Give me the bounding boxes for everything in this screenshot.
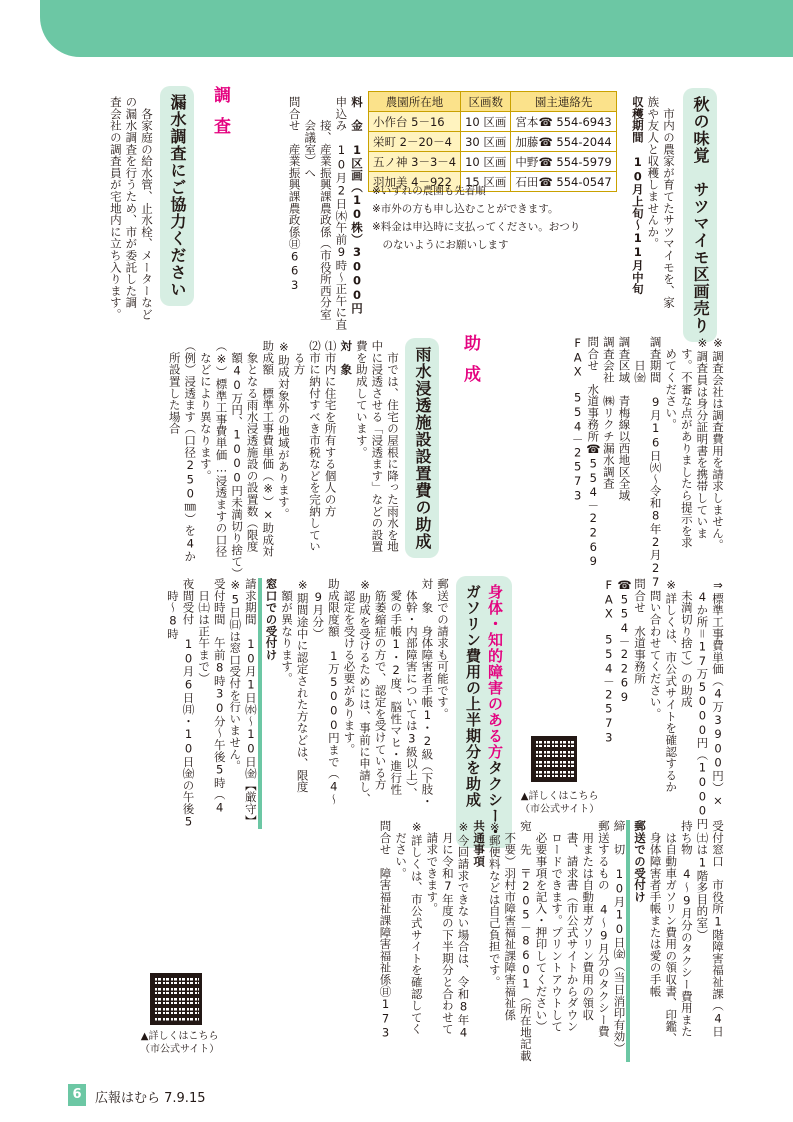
subsidy-tel: ☎554－2269 bbox=[617, 578, 632, 705]
subsidy-example-continued bbox=[597, 578, 725, 830]
taxi-common: 請求できます。 bbox=[425, 820, 440, 915]
sweet-potato-notes bbox=[372, 182, 580, 254]
taxi-title-line: ガソリン費用の上半期分を助成 bbox=[464, 584, 482, 808]
note-line: ※料金は申込時に支払ってください。おつり bbox=[372, 221, 581, 233]
survey-title: 漏水調査にご協力ください bbox=[160, 86, 194, 306]
table-row bbox=[369, 132, 617, 152]
contact-line: 問合せ 産業振興課農政係㊐663 bbox=[287, 96, 302, 293]
survey-note: す。不審な点がありましたら提示を求 bbox=[679, 336, 694, 549]
survey-contact: 問合せ 水道事務所☎554－2269 bbox=[586, 336, 601, 569]
taxi-common-label: 共通事項 bbox=[472, 820, 487, 868]
taxi-limit: 助成限度額 1万5000円まで（4～ bbox=[326, 578, 341, 806]
subsidy-detail: 問い合わせてください。 bbox=[648, 578, 663, 720]
taxi-title bbox=[456, 576, 512, 848]
survey-fax: FAX 554－2573 bbox=[570, 336, 585, 503]
taxi-items: 身体障害者手帳または愛の手帳 bbox=[648, 820, 663, 997]
taxi-line: 郵送での請求も可能です。 bbox=[436, 578, 450, 720]
sweet-potato-intro-line: 市内の農家が育てたサツマイモを、家 bbox=[662, 96, 676, 309]
subsidy-body bbox=[88, 340, 400, 579]
survey-body-line: の漏水調査を行うため、市が委託した調 bbox=[124, 96, 139, 309]
qr-code-icon[interactable] bbox=[150, 973, 202, 1025]
survey-note: ※調査員は身分証明書を携帯していま bbox=[695, 336, 710, 540]
subsidy-amount-line: 象となる雨水浸透施設の設置数（限度 bbox=[245, 340, 260, 553]
subsidy-example: （例）浸透ます（口径250㎜）を4か bbox=[183, 340, 198, 563]
table-cell: 五ノ神 3－3－4 bbox=[369, 152, 461, 172]
taxi-counter: 受付窓口 市役所1階障害福祉課（4日 bbox=[711, 820, 725, 1038]
taxi-contact: 問合せ 障害福祉課障害福祉係㊐173 bbox=[378, 820, 393, 1040]
subsidy-body-line: 市では、住宅の屋根に降った雨水を地 bbox=[386, 340, 400, 553]
sweet-potato-title: 秋の味覚 サツマイモ区画売り bbox=[683, 88, 717, 342]
taxi-target: 愛の手帳1・2度、脳性マヒ・進行性 bbox=[389, 578, 404, 796]
window-label: 窓口での受付け bbox=[258, 578, 279, 829]
qr-caption-line: （市公式サイト） bbox=[140, 1044, 220, 1055]
table-cell: 宮本☎ 554-6943 bbox=[511, 112, 616, 132]
taxi-common: 月に令和7年度の下半期分と合わせて bbox=[440, 820, 455, 1035]
taxi-mail: ロードできます。プリントアウトして bbox=[550, 820, 565, 1033]
sweet-potato-intro-line: 族や友人と収穫しませんか。 bbox=[646, 96, 661, 250]
taxi-night: 夜間受付 10月6日㈪・10日㈮の午後5 bbox=[181, 578, 196, 829]
subsidy-contact: 問合せ 水道事務所 bbox=[633, 578, 648, 685]
qr-code-icon[interactable] bbox=[531, 736, 577, 782]
subsidy-example: ⇒標準工事費単価（4万3900円）× bbox=[711, 578, 725, 808]
section-label-survey: 調査 bbox=[210, 86, 230, 148]
survey-body-line: 各家庭の給水管、止水栓、メーターなど bbox=[140, 96, 154, 321]
harvest-period: 収穫期間 10月上旬～11月中旬 bbox=[630, 96, 645, 295]
taxi-target: 対 象 身体障害者手帳1・2級（下肢・ bbox=[420, 578, 435, 808]
taxi-target-note: 認定を受ける必要があります。 bbox=[342, 578, 357, 755]
table-header: 区画数 bbox=[461, 92, 511, 112]
taxi-mail: 書、請求書（市公式サイトからダウン bbox=[565, 820, 580, 1033]
subsidy-body-line: 中に浸透させる「浸透ます」などの設置 bbox=[370, 340, 385, 553]
table-row bbox=[369, 152, 617, 172]
taxi-address: 不要）羽村市障害福祉課障害福祉係 bbox=[503, 820, 518, 1021]
taxi-mail: 必要事項を記入・押印してください） bbox=[534, 820, 549, 1033]
taxi-postage: ※郵便料などは自己負担です。 bbox=[487, 820, 502, 988]
subsidy-example: 所設置した場合 bbox=[167, 340, 182, 435]
taxi-target: 筋萎縮症の方で、認定を受けている方 bbox=[373, 578, 388, 791]
taxi-common: ※今回請求できない場合は、令和8年4 bbox=[456, 820, 471, 1040]
sweet-potato-intro bbox=[620, 96, 676, 308]
table-cell: 30 区画 bbox=[461, 132, 511, 152]
taxi-target: 体幹・内部障害については3級以上）、 bbox=[404, 578, 419, 799]
subsidy-target-line: ⑵市に納付すべき市税などを完納してい bbox=[308, 340, 323, 553]
taxi-limit-note: ※期間途中に認定された方などは、限度 bbox=[295, 578, 310, 793]
taxi-common: ※詳しくは、市公式サイトを確認してく bbox=[409, 820, 424, 1035]
header-tab-bar bbox=[40, 0, 793, 57]
subsidy-target-line: る方 bbox=[292, 340, 307, 376]
subsidy-target-label: 対 象 bbox=[339, 340, 354, 376]
taxi-mail: 郵送するもの 4～9月分のタクシー費 bbox=[596, 820, 611, 1038]
taxi-target-note: ※助成を受けるためには、事前に申請し、 bbox=[358, 578, 373, 805]
subsidy-amount-note: などにより異なります。 bbox=[198, 340, 213, 482]
taxi-title-line: タクシー・ bbox=[486, 760, 504, 840]
apply-line: 会議室）へ bbox=[303, 96, 318, 179]
table-cell: 10 区画 bbox=[461, 112, 511, 132]
table-header: 農園所在地 bbox=[369, 92, 461, 112]
apply-line: 接、産業振興課農政係（市役所西分室 bbox=[318, 96, 333, 321]
subsidy-title: 雨水浸透施設設置費の助成 bbox=[405, 338, 439, 558]
table-header-row bbox=[369, 92, 617, 112]
survey-details bbox=[507, 336, 725, 590]
table-cell: 石田☎ 554-0547 bbox=[511, 172, 616, 192]
table-cell: 10 区画 bbox=[461, 152, 511, 172]
taxi-body-continued bbox=[255, 820, 725, 1062]
table-cell: 15 区画 bbox=[461, 172, 511, 192]
qr-caption-line: （市公式サイト） bbox=[520, 804, 600, 815]
qr-caption-line: ▲詳しくはこちら bbox=[140, 1031, 219, 1042]
survey-body bbox=[88, 96, 154, 320]
taxi-counter: ㈯は1階多目的室） bbox=[695, 820, 710, 941]
taxi-title-line: 身体・知的障害のある方 bbox=[486, 584, 504, 760]
table-cell: 加藤☎ 554-2044 bbox=[511, 132, 616, 152]
mail-label: 郵送での受付け bbox=[626, 820, 647, 1062]
fee-line: 料 金 1区画（10株）3000円 bbox=[350, 96, 364, 315]
subsidy-body-line: 費を助成しています。 bbox=[354, 340, 369, 458]
taxi-address: 宛 先 〒205－8601（所在地記載 bbox=[518, 820, 533, 1062]
survey-note: ※調査会社は調査費用を請求しません。 bbox=[711, 336, 725, 551]
taxi-claim: 請求期間 10月1日㈬～10日㈮【厳守】 bbox=[243, 578, 258, 827]
table-header: 園主連絡先 bbox=[511, 92, 616, 112]
taxi-body bbox=[88, 578, 450, 829]
survey-period: 日㈮ bbox=[633, 336, 648, 384]
note-line: ※市外の方も申し込むことができます。 bbox=[372, 203, 559, 215]
taxi-items: 持ち物 4～9月分のタクシー費用また bbox=[679, 820, 694, 1038]
taxi-limit: 9月分） bbox=[311, 578, 326, 640]
survey-company: 調査会社 ㈱リクチ漏水調査 bbox=[601, 336, 616, 490]
taxi-claim-note: ※5日㈰は窓口受付を行いません。 bbox=[228, 578, 243, 772]
survey-body-line: 査会社の調査員が宅地内に立ち入ります。 bbox=[108, 96, 123, 321]
subsidy-example: 未満切り捨て）の助成 bbox=[679, 578, 694, 708]
qr-caption bbox=[520, 790, 599, 816]
subsidy-target-line: ⑴市内に住宅を所有する個人の方 bbox=[323, 340, 338, 517]
survey-area: 調査区域 青梅線以西地区全域 bbox=[617, 336, 632, 502]
farm-table bbox=[368, 91, 617, 192]
taxi-hours: 受付時間 午前8時30分～午後5時（4 bbox=[212, 578, 227, 815]
qr-caption-line: ▲詳しくはこちら bbox=[520, 791, 599, 802]
taxi-hours: 日㈯は正午まで） bbox=[197, 578, 212, 685]
table-cell: 羽加美 4－922 bbox=[369, 172, 461, 192]
subsidy-amount-line: 額40万円、1000円未満切り捨て） bbox=[230, 340, 245, 580]
subsidy-amount-note: （※）標準工事費単価…浸透ますの口径 bbox=[214, 340, 229, 558]
note-line: のないようにお願いします bbox=[372, 239, 509, 251]
taxi-limit-note: 額が異なります。 bbox=[280, 578, 295, 685]
taxi-items: は自動車ガソリン費用の領収書、印鑑、 bbox=[664, 820, 679, 1045]
subsidy-amount-line: 助成額 標準工事費単価（※）×助成対 bbox=[261, 340, 276, 558]
page-number: 6 bbox=[68, 1084, 86, 1106]
note-line: ※いずれの農園も先着順 bbox=[372, 185, 486, 197]
footer-text: 広報はむら 7.9.15 bbox=[95, 1091, 206, 1106]
taxi-deadline: 締 切 10月10日㈮（当日消印有効） bbox=[612, 820, 627, 1055]
subsidy-detail: ※詳しくは、市公式サイトを確認するか bbox=[664, 578, 679, 793]
table-cell: 小作台 5－16 bbox=[369, 112, 461, 132]
apply-line: 申込み 10月2日㈭午前9時～正午に直 bbox=[334, 96, 349, 331]
table-row bbox=[369, 112, 617, 132]
subsidy-fax: FAX 554－2573 bbox=[601, 578, 616, 745]
survey-period: 調査期間 9月16日㈫～令和8年2月27 bbox=[648, 336, 663, 590]
taxi-common: ださい。 bbox=[394, 820, 409, 879]
table-cell: 栄町 2－20－4 bbox=[369, 132, 461, 152]
subsidy-example: 4か所＝17万5000円（1000円 bbox=[695, 578, 710, 830]
taxi-night: 時～8時 bbox=[165, 578, 180, 640]
table-cell: 中野☎ 554-5979 bbox=[511, 152, 616, 172]
qr-caption bbox=[140, 1030, 219, 1056]
section-label-subsidy: 助成 bbox=[460, 334, 480, 396]
taxi-mail: 用または自動車ガソリン費用の領収 bbox=[581, 820, 596, 1021]
survey-note: めてください。 bbox=[664, 336, 679, 431]
sweet-potato-details bbox=[232, 96, 364, 330]
subsidy-target-note: ※助成対象外の地域があります。 bbox=[276, 340, 291, 520]
